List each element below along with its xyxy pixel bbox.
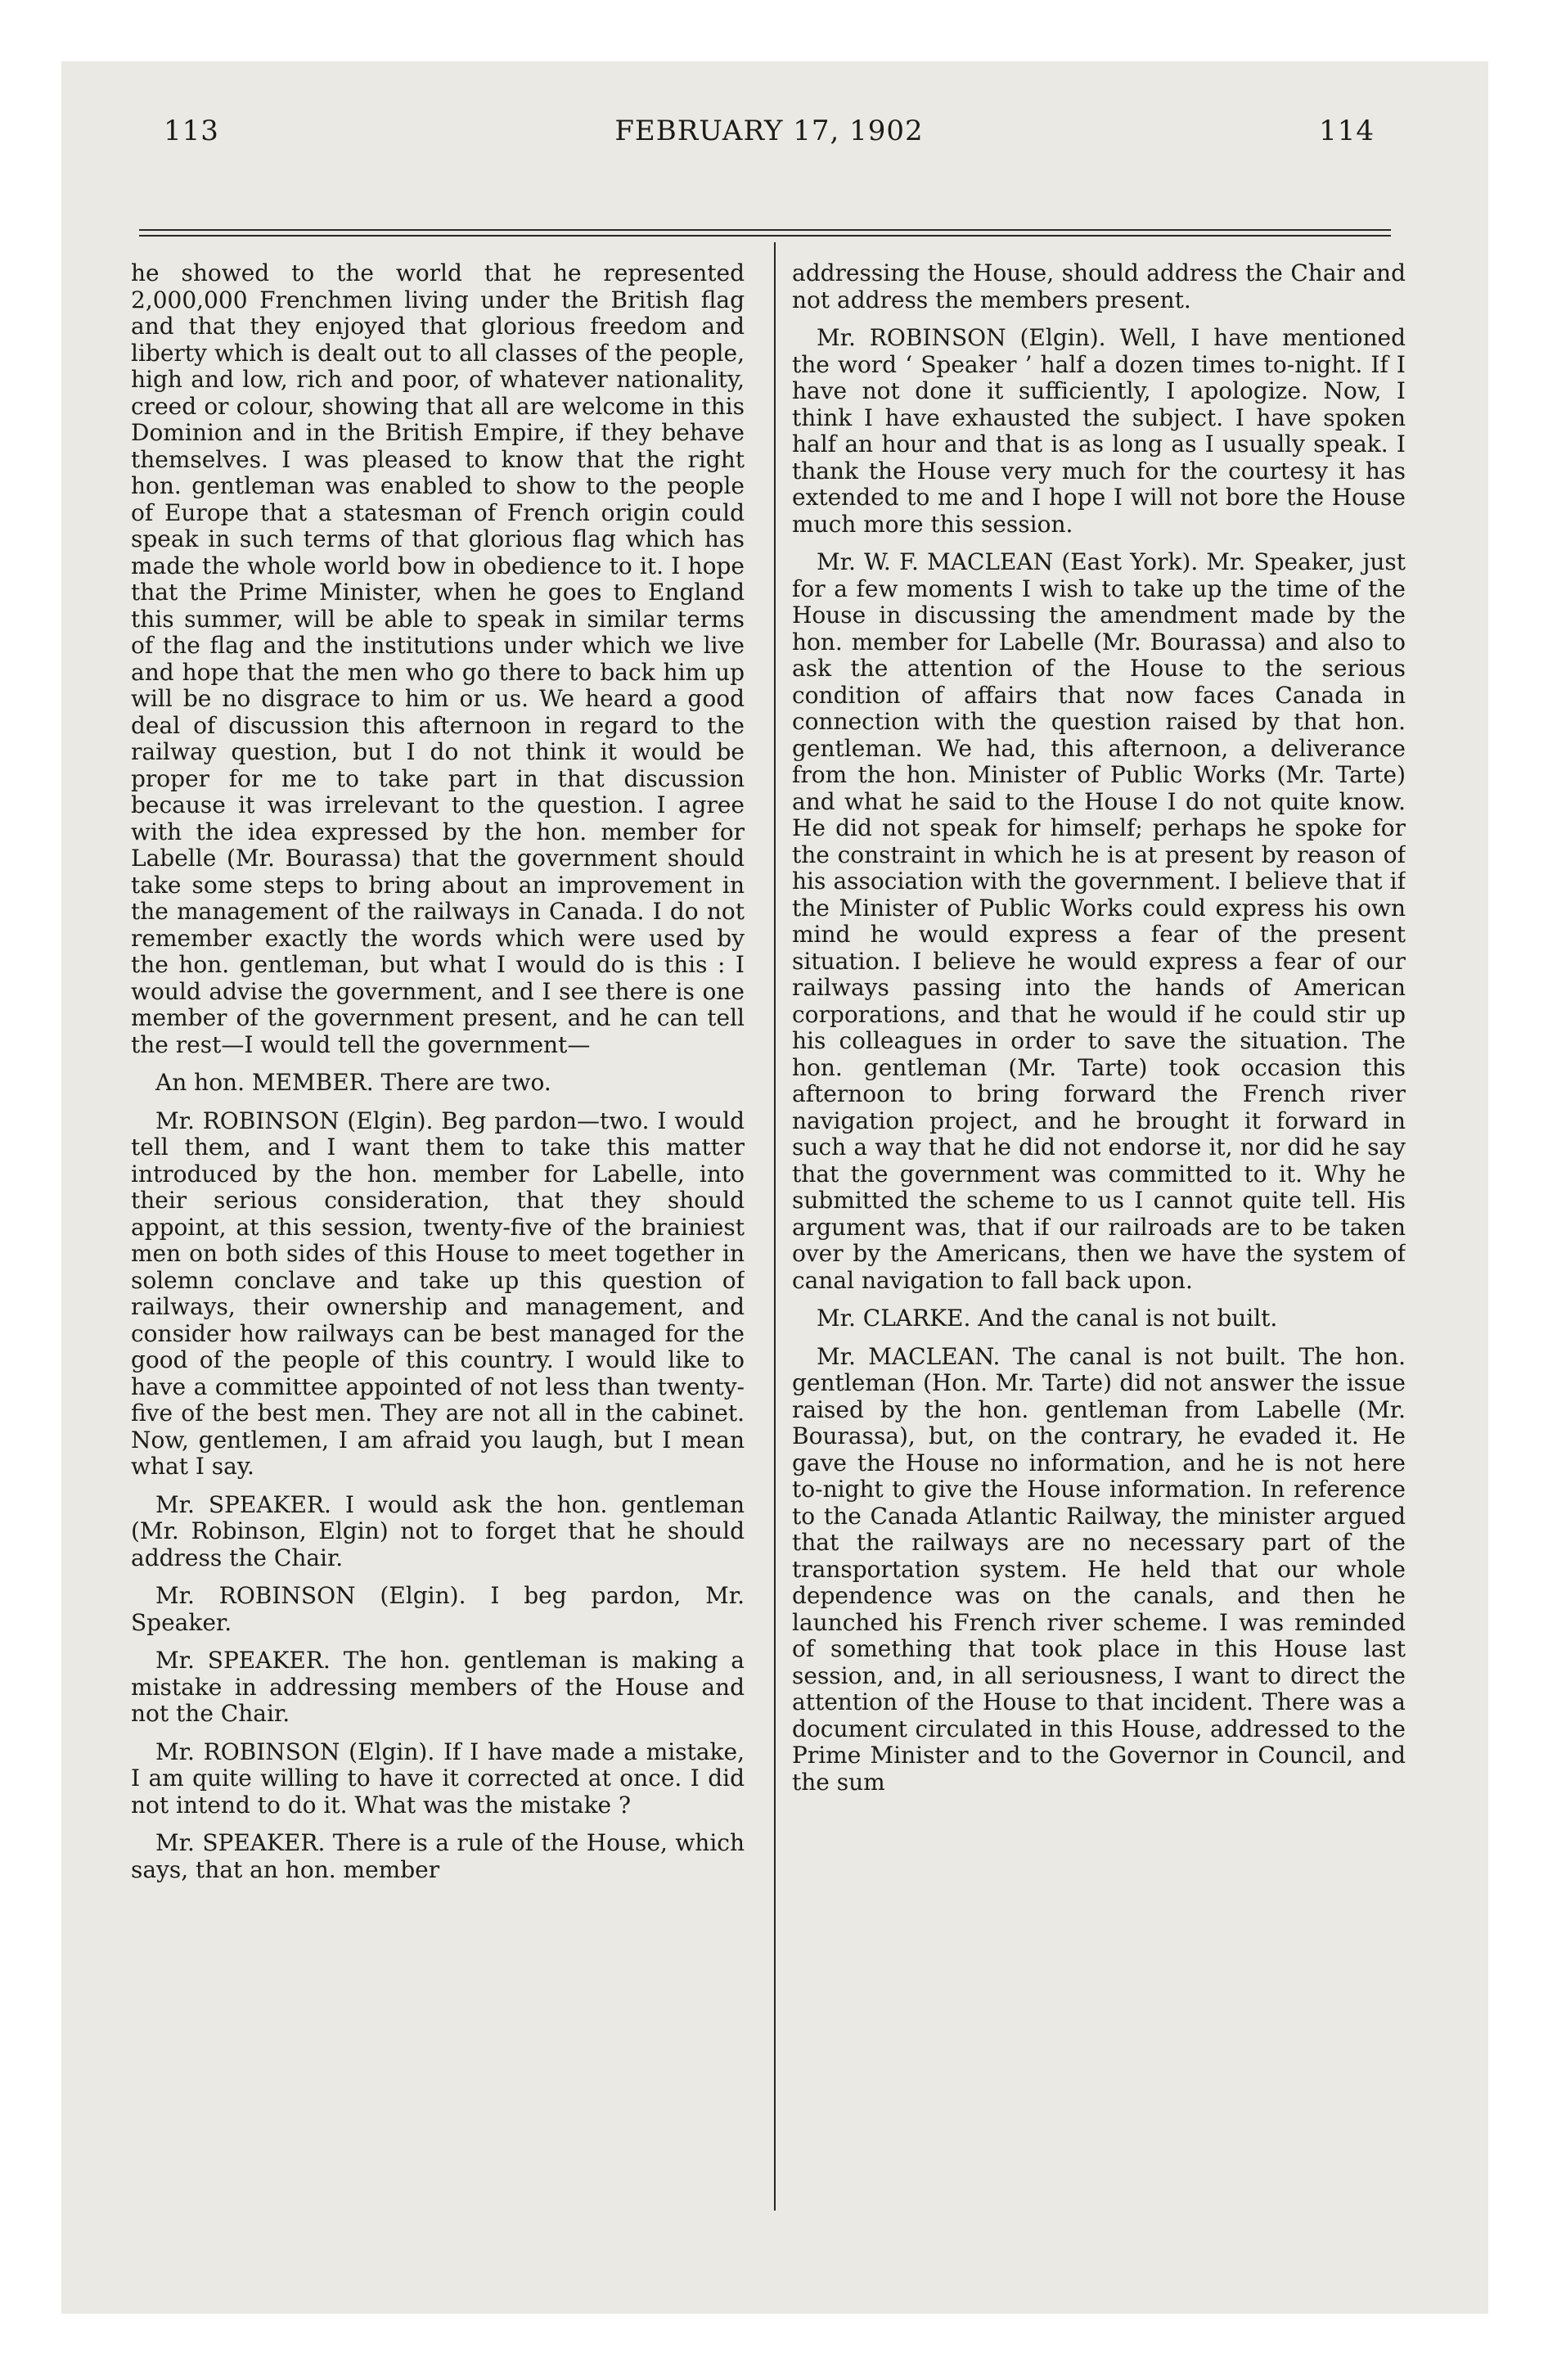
page-header: [164, 115, 1375, 147]
paragraph: addressing the House, should address the Chair and not address the members present.: [792, 260, 1406, 313]
left-column: [131, 260, 745, 2224]
paragraph: An hon. MEMBER. There are two.: [155, 1069, 551, 1096]
paragraph: Mr. SPEAKER. The hon. gentleman is making a mistake in addressing members of the House and not the Chair.: [131, 1647, 745, 1727]
paragraph: Mr. SPEAKER. There is a rule of the House, which says, that an hon. member: [131, 1829, 745, 1883]
paragraph: he showed to the world that he represented 2,000,000 Frenchmen living under the British flag and that they enjoyed that glorious freedom and liberty which is dealt out to all classes of the people, high and low, rich and poor, of whatever nationality, creed or colour, showing that all are welcome in this Dominion and in the British Empire, if they behave themselves. I was pleased to know that the right hon. gentleman was enabled to show to the people of Europe that a statesman of French origin could speak in such terms of that glorious flag which has made the whole world bow in obedience to it. I hope that the Prime Minister, when he goes to England this summer, will be able to speak in similar terms of the flag and the institutions under which we live and hope that the men who go there to back him up will be no disgrace to him or us. We heard a good deal of discussion this afternoon in regard to the railway question, but I do not think it would be proper for me to take part in that discussion because it was irrelevant to the question. I agree with the idea expressed by the hon. member for Labelle (Mr. Bourassa) that the government should take some steps to bring about an improvement in the management of the railways in Canada. I do not remember exactly the words which were used by the hon. gentleman, but what I would do is this : I would advise the government, and I see there is one member of the government present, and he can tell the rest—I would tell the government—: [131, 260, 745, 1058]
paragraph: Mr. ROBINSON (Elgin). Beg pardon—two. I would tell them, and I want them to take this matter introduced by the hon. member for Labelle, into their serious consideration, that they should appoint, at this session, twenty-five of the brainiest men on both sides of this House to meet together in solemn conclave and take up this question of railways, their ownership and management, and consider how railways can be best managed for the good of the people of this country. I would like to have a committee appointed of not less than twenty-five of the best men. They are not all in the cabinet. Now, gentlemen, I am afraid you laugh, but I mean what I say.: [131, 1107, 745, 1480]
paragraph: Mr. ROBINSON (Elgin). I beg pardon, Mr. Speaker.: [131, 1582, 745, 1636]
column-divider: [774, 242, 776, 2211]
page-date-title: FEBRUARY 17, 1902: [614, 115, 924, 147]
right-column: [792, 260, 1406, 2224]
paragraph: Mr. W. F. MACLEAN (East York). Mr. Speaker, just for a few moments I wish to take up the time of the House in discussing the amendment made by the hon. member for Labelle (Mr. Bourassa) and also to ask the attention of the House to the serious condition of affairs that now faces Canada in connection with the question raised by that hon. gentleman. We had, this afternoon, a deliverance from the hon. Minister of Public Works (Mr. Tarte) and what he said to the House I do not quite know. He did not speak for himself; perhaps he spoke for the constraint in which he is at present by reason of his association with the government. I believe that if the Minister of Public Works could express his own mind he would express a fear of the present situation. I believe he would express a fear of our railways passing into the hands of American corporations, and that he would if he could stir up his colleagues in order to save the situation. The hon. gentleman (Mr. Tarte) took occasion this afternoon to bring forward the French river navigation project, and he brought it forward in such a way that he did not endorse it, nor did he say that the government was committed to it. Why he submitted the scheme to us I cannot quite tell. His argument was, that if our railroads are to be taken over by the Americans, then we have the system of canal navigation to fall back upon.: [792, 548, 1406, 1294]
paragraph: Mr. MACLEAN. The canal is not built. The hon. gentleman (Hon. Mr. Tarte) did not answer the issue raised by the hon. gentleman from Labelle (Mr. Bourassa), but, on the contrary, he evaded it. He gave the House no information, and he is not here to-night to give the House information. In reference to the Canada Atlantic Railway, the minister argued that the railways are no necessary part of the transportation system. He held that our whole dependence was on the canals, and then he launched his French river scheme. I was reminded of something that took place in this House last session, and, in all seriousness, I want to direct the attention of the House to that incident. There was a document circulated in this House, addressed to the Prime Minister and to the Governor in Council, and the sum: [792, 1342, 1406, 1796]
paragraph: Mr. CLARKE. And the canal is not built.: [817, 1305, 1278, 1332]
paragraph: Mr. ROBINSON (Elgin). Well, I have mentioned the word ‘ Speaker ’ half a dozen times to-night. If I have not done it sufficiently, I apologize. Now, I think I have exhausted the subject. I have spoken half an hour and that is as long as I usually speak. I thank the House very much for the courtesy it has extended to me and I hope I will not bore the House much more this session.: [792, 324, 1406, 538]
paragraph: Mr. SPEAKER. I would ask the hon. gentleman (Mr. Robinson, Elgin) not to forget that he should address the Chair.: [131, 1490, 745, 1571]
page-number-left: 113: [164, 115, 219, 147]
page-number-right: 114: [1319, 115, 1375, 147]
header-double-rule: [139, 229, 1391, 237]
paragraph: Mr. ROBINSON (Elgin). If I have made a mistake, I am quite willing to have it corrected at once. I did not intend to do it. What was the mistake ?: [131, 1738, 745, 1819]
